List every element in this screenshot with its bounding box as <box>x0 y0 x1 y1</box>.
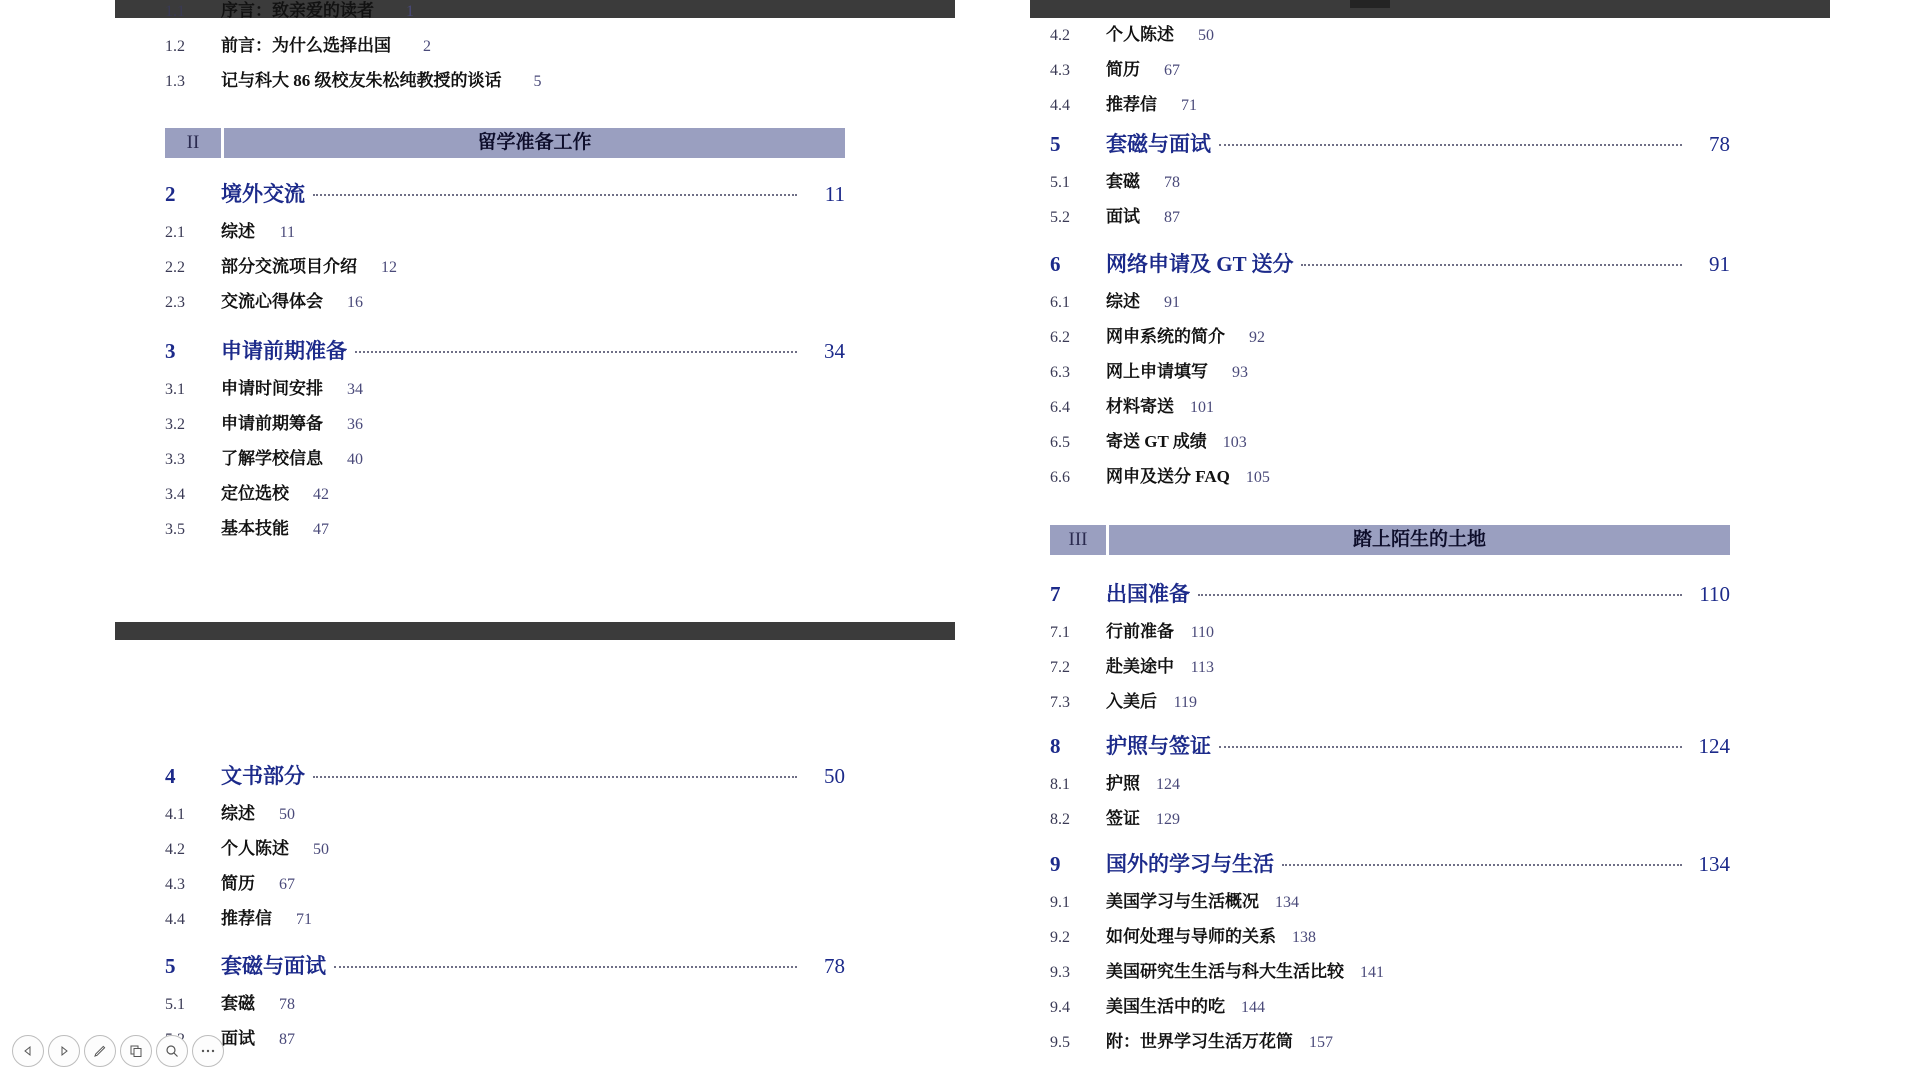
toc-row[interactable] <box>1050 55 1730 90</box>
toc-page: 101 <box>1190 399 1214 416</box>
toc-number: 8.1 <box>1050 776 1070 793</box>
toc-title: 美国研究生生活与科大生活比较 <box>1106 962 1344 981</box>
toc-title: 如何处理与导师的关系 <box>1106 927 1276 946</box>
toc-row[interactable] <box>165 409 845 444</box>
toc-row[interactable] <box>1050 1027 1730 1062</box>
toc-number: 3.5 <box>165 521 185 538</box>
toc-number: 5.1 <box>1050 174 1070 191</box>
toc-title: 寄送 GT 成绩 <box>1106 432 1207 451</box>
toc-page: 91 <box>1709 252 1730 276</box>
toc-number: 9.4 <box>1050 999 1070 1016</box>
toc-number: 1.3 <box>165 73 185 90</box>
toc-group-chapter-1-subs <box>165 0 845 101</box>
toc-title: 记与科大 86 级校友朱松纯教授的谈话 <box>221 71 502 90</box>
toc-title: 综述 <box>1106 292 1140 311</box>
toc-number: 3.1 <box>165 381 185 398</box>
more-options-button[interactable] <box>192 1035 224 1067</box>
toc-row[interactable] <box>165 834 845 869</box>
toc-page: 34 <box>347 381 363 398</box>
toc-page: 67 <box>1164 62 1180 79</box>
toc-page: 78 <box>279 996 295 1013</box>
toc-number: 5 <box>1050 132 1061 156</box>
toc-row[interactable] <box>165 31 845 66</box>
toc-dots <box>313 776 797 778</box>
copy-icon <box>129 1044 143 1058</box>
toc-number: 3 <box>165 339 176 363</box>
toc-title: 套磁与面试 <box>221 954 326 978</box>
toc-number: 4.4 <box>165 911 185 928</box>
triangle-right-icon <box>58 1045 70 1057</box>
toc-title: 简历 <box>1106 60 1140 79</box>
toc-number: 6.3 <box>1050 364 1070 381</box>
toc-title: 前言：为什么选择出国 <box>221 36 391 55</box>
toc-title: 个人陈述 <box>1106 25 1174 44</box>
toc-page: 2 <box>423 38 431 55</box>
toc-page: 36 <box>347 416 363 433</box>
part-title: 留学准备工作 <box>224 128 845 158</box>
toc-page: 11 <box>279 224 295 241</box>
toc-title: 入美后 <box>1106 692 1157 711</box>
toc-page: 113 <box>1190 659 1214 676</box>
toc-page: 119 <box>1173 694 1197 711</box>
toc-page: 92 <box>1249 329 1265 346</box>
toc-page: 50 <box>824 764 845 788</box>
toc-page: 78 <box>824 954 845 978</box>
part-banner <box>1050 525 1730 555</box>
toc-row[interactable] <box>1050 357 1730 392</box>
viewer-toolbar[interactable] <box>6 1030 230 1072</box>
right-page-column <box>960 0 1910 1080</box>
toc-dots <box>1301 264 1682 266</box>
toc-title: 定位选校 <box>221 484 289 503</box>
toc-number: 3.4 <box>165 486 185 503</box>
toc-group-chapter-3 <box>165 335 845 549</box>
toc-row[interactable] <box>165 252 845 287</box>
toc-row[interactable] <box>165 444 845 479</box>
toc-page: 78 <box>1164 174 1180 191</box>
toc-page: 34 <box>824 339 845 363</box>
toc-page: 134 <box>1698 852 1730 876</box>
toc-page: 1 <box>406 3 414 20</box>
toc-title: 简历 <box>221 874 255 893</box>
annotate-pen-button[interactable] <box>84 1035 116 1067</box>
toc-row-chapter[interactable] <box>1050 578 1730 617</box>
toc-number: 8 <box>1050 734 1061 758</box>
toc-page: 50 <box>1198 27 1214 44</box>
toc-dots <box>1198 594 1682 596</box>
toc-number: 9 <box>1050 852 1061 876</box>
toc-number: 6.5 <box>1050 434 1070 451</box>
toc-page: 40 <box>347 451 363 468</box>
toc-row[interactable] <box>1050 462 1730 497</box>
toc-title: 网上申请填写 <box>1106 362 1208 381</box>
toc-group-chapter-2 <box>165 178 845 322</box>
toc-page: 141 <box>1360 964 1384 981</box>
toc-row-chapter[interactable] <box>165 950 845 989</box>
toc-dots <box>313 194 797 196</box>
toc-page: 16 <box>347 294 363 311</box>
toc-page: 71 <box>296 911 312 928</box>
zoom-search-button[interactable] <box>156 1035 188 1067</box>
toc-title: 套磁与面试 <box>1106 132 1211 156</box>
toc-title: 面试 <box>221 1029 255 1048</box>
toc-page: 50 <box>313 841 329 858</box>
toc-row-chapter[interactable] <box>1050 248 1730 287</box>
toc-number: 4.3 <box>1050 62 1070 79</box>
toc-dots <box>355 351 797 353</box>
toc-title: 序言：致亲爱的读者 <box>221 1 374 20</box>
toc-number: 7 <box>1050 582 1061 606</box>
toc-row-chapter[interactable] <box>1050 128 1730 167</box>
part-title: 踏上陌生的土地 <box>1109 525 1730 555</box>
toc-page: 5 <box>533 73 542 90</box>
toc-page: 93 <box>1232 364 1248 381</box>
toc-number: 3.3 <box>165 451 185 468</box>
toc-page: 50 <box>279 806 295 823</box>
toc-title: 出国准备 <box>1106 582 1190 606</box>
toc-group-chapter-7 <box>1050 578 1730 722</box>
toc-row[interactable] <box>165 514 845 549</box>
toc-page: 157 <box>1309 1034 1333 1051</box>
toc-group-chapter-5-left <box>165 950 845 1059</box>
toc-row[interactable] <box>165 869 845 904</box>
toc-number: 2.1 <box>165 224 185 241</box>
toc-title: 附：世界学习生活万花筒 <box>1106 1032 1293 1051</box>
toc-title: 申请时间安排 <box>221 379 323 398</box>
toc-page: 71 <box>1181 97 1197 114</box>
next-page-button[interactable] <box>48 1035 80 1067</box>
toc-number: 7.2 <box>1050 659 1070 676</box>
toc-group-chapter-5-right <box>1050 128 1730 237</box>
toc-title: 套磁 <box>1106 172 1140 191</box>
toc-number: 4.2 <box>165 841 185 858</box>
toc-number: 4.4 <box>1050 97 1070 114</box>
toc-title: 交流心得体会 <box>221 292 323 311</box>
toc-row[interactable] <box>1050 804 1730 839</box>
toc-title: 护照与签证 <box>1106 734 1211 758</box>
triangle-left-icon <box>22 1045 34 1057</box>
previous-page-button[interactable] <box>12 1035 44 1067</box>
toc-title: 套磁 <box>221 994 255 1013</box>
magnifier-icon <box>165 1044 179 1058</box>
toc-number: 4.3 <box>165 876 185 893</box>
toc-row[interactable] <box>165 374 845 409</box>
toc-page: 87 <box>279 1031 295 1048</box>
toc-group-chapter-8 <box>1050 730 1730 839</box>
toc-row[interactable] <box>1050 922 1730 957</box>
toc-row[interactable] <box>165 287 845 322</box>
toc-row-chapter[interactable] <box>1050 848 1730 887</box>
toc-title: 申请前期筹备 <box>221 414 323 433</box>
toc-group-chapter-4-subs-right <box>1050 20 1730 125</box>
toc-title: 个人陈述 <box>221 839 289 858</box>
toc-title: 基本技能 <box>221 519 289 538</box>
toc-number: 3.2 <box>165 416 185 433</box>
part-banner-ii <box>165 128 845 158</box>
toc-title: 行前准备 <box>1106 622 1174 641</box>
toc-number: 1.2 <box>165 38 185 55</box>
toc-page: 11 <box>824 182 845 206</box>
part-numeral: III <box>1050 525 1106 555</box>
toc-number: 6.4 <box>1050 399 1070 416</box>
toc-title: 推荐信 <box>221 909 272 928</box>
toc-group-chapter-6 <box>1050 248 1730 497</box>
toc-number: 7.1 <box>1050 624 1070 641</box>
toc-number: 7.3 <box>1050 694 1070 711</box>
toc-page: 103 <box>1222 434 1247 451</box>
toc-row-chapter[interactable] <box>165 178 845 217</box>
toc-page: 134 <box>1275 894 1299 911</box>
toc-number: 6 <box>1050 252 1061 276</box>
part-banner <box>165 128 845 158</box>
toc-title: 赴美途中 <box>1106 657 1174 676</box>
toc-page: 124 <box>1698 734 1730 758</box>
toc-row-chapter[interactable] <box>165 335 845 374</box>
pen-icon <box>93 1044 107 1058</box>
toc-title: 部分交流项目介绍 <box>221 257 357 276</box>
toc-row[interactable] <box>165 989 845 1024</box>
toc-row[interactable] <box>1050 322 1730 357</box>
toc-title: 境外交流 <box>221 182 305 206</box>
toc-page: 138 <box>1292 929 1316 946</box>
left-page-column <box>0 0 950 1080</box>
toc-page: 144 <box>1241 999 1265 1016</box>
toc-row[interactable] <box>1050 90 1730 125</box>
toc-row[interactable] <box>1050 287 1730 322</box>
toc-number: 4 <box>165 764 176 788</box>
toc-row[interactable] <box>165 479 845 514</box>
toc-number: 9.1 <box>1050 894 1070 911</box>
toc-row[interactable] <box>1050 427 1730 462</box>
part-numeral: II <box>165 128 221 158</box>
toc-title: 美国学习与生活概况 <box>1106 892 1259 911</box>
toc-number: 4.1 <box>165 806 185 823</box>
toc-number: 2 <box>165 182 176 206</box>
toc-dots <box>1219 144 1682 146</box>
toc-row[interactable] <box>165 799 845 834</box>
toc-row[interactable] <box>165 1024 845 1059</box>
toc-title: 推荐信 <box>1106 95 1157 114</box>
toc-page: 87 <box>1164 209 1180 226</box>
toc-row[interactable] <box>165 904 845 939</box>
toc-title: 文书部分 <box>221 764 305 788</box>
toc-row[interactable] <box>1050 992 1730 1027</box>
toc-number: 1.1 <box>165 3 185 20</box>
toc-title: 网络申请及 GT 送分 <box>1106 252 1294 276</box>
toc-dots <box>334 966 797 968</box>
toc-title: 申请前期准备 <box>221 339 347 363</box>
ellipsis-icon <box>200 1048 216 1054</box>
toc-title: 综述 <box>221 804 255 823</box>
toc-number: 6.2 <box>1050 329 1070 346</box>
toc-page: 12 <box>381 259 397 276</box>
toc-row[interactable] <box>1050 167 1730 202</box>
toc-number: 9.5 <box>1050 1034 1070 1051</box>
toc-number: 5.2 <box>1050 209 1070 226</box>
toc-page: 110 <box>1190 624 1214 641</box>
toc-row[interactable] <box>1050 617 1730 652</box>
toc-title: 国外的学习与生活 <box>1106 852 1274 876</box>
toc-page: 91 <box>1164 294 1180 311</box>
toc-number: 5 <box>165 954 176 978</box>
toc-row[interactable] <box>165 0 845 31</box>
toc-number: 2.3 <box>165 294 185 311</box>
toc-title: 网申及送分 FAQ <box>1106 467 1230 486</box>
toc-number: 6.1 <box>1050 294 1070 311</box>
toc-page: 67 <box>279 876 295 893</box>
copy-page-button[interactable] <box>120 1035 152 1067</box>
toc-group-chapter-4 <box>165 760 845 939</box>
toc-number: 9.3 <box>1050 964 1070 981</box>
toc-group-chapter-9 <box>1050 848 1730 1062</box>
toc-page: 129 <box>1156 811 1180 828</box>
toc-dots <box>1219 746 1682 748</box>
part-banner-iii <box>1050 525 1730 555</box>
toc-page: 42 <box>313 486 329 503</box>
toc-title: 综述 <box>221 222 255 241</box>
toc-page: 105 <box>1245 469 1270 486</box>
toc-number: 8.2 <box>1050 811 1070 828</box>
toc-title: 美国生活中的吃 <box>1106 997 1225 1016</box>
toc-row[interactable] <box>1050 392 1730 427</box>
toc-row[interactable] <box>165 66 845 101</box>
toc-number: 2.2 <box>165 259 185 276</box>
toc-row[interactable] <box>1050 887 1730 922</box>
toc-page: 110 <box>1699 582 1730 606</box>
toc-number: 4.2 <box>1050 27 1070 44</box>
toc-title: 面试 <box>1106 207 1140 226</box>
toc-row[interactable] <box>165 217 845 252</box>
toc-row[interactable] <box>1050 957 1730 992</box>
toc-title: 签证 <box>1106 809 1140 828</box>
toc-row-chapter[interactable] <box>1050 730 1730 769</box>
toc-row[interactable] <box>1050 687 1730 722</box>
toc-title: 网申系统的简介 <box>1106 327 1225 346</box>
toc-number: 9.2 <box>1050 929 1070 946</box>
toc-row[interactable] <box>1050 769 1730 804</box>
toc-page: 124 <box>1156 776 1180 793</box>
toc-row[interactable] <box>1050 202 1730 237</box>
toc-page: 47 <box>313 521 329 538</box>
toc-number: 5.1 <box>165 996 185 1013</box>
toc-row[interactable] <box>1050 20 1730 55</box>
toc-row-chapter[interactable] <box>165 760 845 799</box>
toc-title: 护照 <box>1106 774 1140 793</box>
toc-row[interactable] <box>1050 652 1730 687</box>
toc-title: 材料寄送 <box>1106 397 1174 416</box>
toc-title: 了解学校信息 <box>221 449 323 468</box>
toc-number: 6.6 <box>1050 469 1070 486</box>
toc-dots <box>1282 864 1682 866</box>
toc-page: 78 <box>1709 132 1730 156</box>
